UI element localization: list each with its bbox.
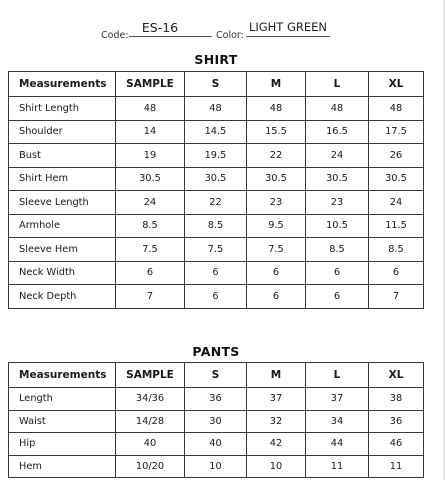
table-cell: 14 <box>116 120 185 144</box>
table-cell: 7.5 <box>247 238 306 262</box>
table-cell: 8.5 <box>369 238 424 262</box>
table-cell: 48 <box>306 97 369 121</box>
table-cell: 23 <box>306 191 369 215</box>
row-label: Length <box>9 388 116 411</box>
table-cell: 38 <box>369 388 424 411</box>
table-cell: 15.5 <box>247 120 306 144</box>
table-cell: 6 <box>185 285 247 309</box>
column-header: L <box>306 363 369 388</box>
table-row <box>9 214 424 238</box>
column-header: XL <box>369 363 424 388</box>
code-value: ES-16 <box>141 20 179 35</box>
table-cell: 30 <box>185 410 247 433</box>
row-label: Hem <box>9 455 116 478</box>
table-cell: 11 <box>369 455 424 478</box>
column-header: Measurements <box>9 363 116 388</box>
table-cell: 6 <box>247 285 306 309</box>
table-cell: 8.5 <box>306 238 369 262</box>
table-cell: 8.5 <box>185 214 247 238</box>
column-header: SAMPLE <box>116 363 185 388</box>
table-cell: 30.5 <box>247 167 306 191</box>
table-cell: 10.5 <box>306 214 369 238</box>
table-cell: 8.5 <box>116 214 185 238</box>
table-cell: 36 <box>369 410 424 433</box>
row-label: Waist <box>9 410 116 433</box>
table-cell: 7 <box>369 285 424 309</box>
table-header-row <box>9 72 424 97</box>
table-cell: 42 <box>247 433 306 456</box>
table-cell: 34 <box>306 410 369 433</box>
table-cell: 19 <box>116 144 185 168</box>
table-cell: 37 <box>306 388 369 411</box>
table-cell: 7 <box>116 285 185 309</box>
code-underline <box>129 36 212 37</box>
table-cell: 48 <box>247 97 306 121</box>
color-underline <box>246 36 330 37</box>
table-cell: 7.5 <box>116 238 185 262</box>
color-label: Color: <box>216 30 244 41</box>
table-cell: 34/36 <box>116 388 185 411</box>
shirt-title: SHIRT <box>194 52 238 67</box>
color-value: LIGHT GREEN <box>248 20 328 34</box>
table-cell: 14/28 <box>116 410 185 433</box>
table-cell: 24 <box>369 191 424 215</box>
table-cell: 40 <box>185 433 247 456</box>
column-header: SAMPLE <box>116 72 185 97</box>
table-cell: 10/20 <box>116 455 185 478</box>
table-cell: 40 <box>116 433 185 456</box>
row-label: Neck Width <box>9 261 116 285</box>
column-header: L <box>306 72 369 97</box>
table-row <box>9 120 424 144</box>
row-label: Bust <box>9 144 116 168</box>
spec-header <box>0 0 445 45</box>
table-cell: 11.5 <box>369 214 424 238</box>
row-label: Hip <box>9 433 116 456</box>
row-label: Sleeve Length <box>9 191 116 215</box>
table-cell: 26 <box>369 144 424 168</box>
table-cell: 6 <box>306 285 369 309</box>
table-cell: 48 <box>185 97 247 121</box>
row-label: Shoulder <box>9 120 116 144</box>
row-label: Shirt Length <box>9 97 116 121</box>
column-header: Measurements <box>9 72 116 97</box>
table-row <box>9 144 424 168</box>
table-cell: 24 <box>306 144 369 168</box>
table-cell: 24 <box>116 191 185 215</box>
table-row <box>9 285 424 309</box>
table-cell: 22 <box>247 144 306 168</box>
pants-measurements-table <box>8 362 424 478</box>
table-cell: 36 <box>185 388 247 411</box>
table-cell: 7.5 <box>185 238 247 262</box>
table-row <box>9 433 424 456</box>
table-cell: 19.5 <box>185 144 247 168</box>
table-cell: 17.5 <box>369 120 424 144</box>
table-cell: 10 <box>185 455 247 478</box>
column-header: M <box>247 72 306 97</box>
table-cell: 32 <box>247 410 306 433</box>
table-cell: 44 <box>306 433 369 456</box>
table-row <box>9 410 424 433</box>
table-cell: 16.5 <box>306 120 369 144</box>
table-row <box>9 167 424 191</box>
pants-title: PANTS <box>192 344 240 359</box>
column-header: M <box>247 363 306 388</box>
column-header: S <box>185 363 247 388</box>
table-header-row <box>9 363 424 388</box>
table-cell: 37 <box>247 388 306 411</box>
table-cell: 30.5 <box>116 167 185 191</box>
table-row <box>9 97 424 121</box>
table-cell: 46 <box>369 433 424 456</box>
table-row <box>9 191 424 215</box>
shirt-measurements-table <box>8 71 424 309</box>
table-cell: 6 <box>306 261 369 285</box>
table-cell: 14.5 <box>185 120 247 144</box>
table-cell: 10 <box>247 455 306 478</box>
code-label: Code: <box>101 30 129 41</box>
table-cell: 30.5 <box>185 167 247 191</box>
table-cell: 6 <box>369 261 424 285</box>
table-cell: 6 <box>185 261 247 285</box>
table-cell: 9.5 <box>247 214 306 238</box>
row-label: Shirt Hem <box>9 167 116 191</box>
column-header: XL <box>369 72 424 97</box>
column-header: S <box>185 72 247 97</box>
table-cell: 6 <box>247 261 306 285</box>
table-cell: 6 <box>116 261 185 285</box>
table-row <box>9 388 424 411</box>
table-cell: 22 <box>185 191 247 215</box>
table-cell: 30.5 <box>369 167 424 191</box>
table-row <box>9 455 424 478</box>
table-cell: 48 <box>369 97 424 121</box>
table-row <box>9 238 424 262</box>
table-row <box>9 261 424 285</box>
row-label: Armhole <box>9 214 116 238</box>
table-cell: 11 <box>306 455 369 478</box>
row-label: Neck Depth <box>9 285 116 309</box>
row-label: Sleeve Hem <box>9 238 116 262</box>
table-cell: 23 <box>247 191 306 215</box>
table-cell: 48 <box>116 97 185 121</box>
table-cell: 30.5 <box>306 167 369 191</box>
